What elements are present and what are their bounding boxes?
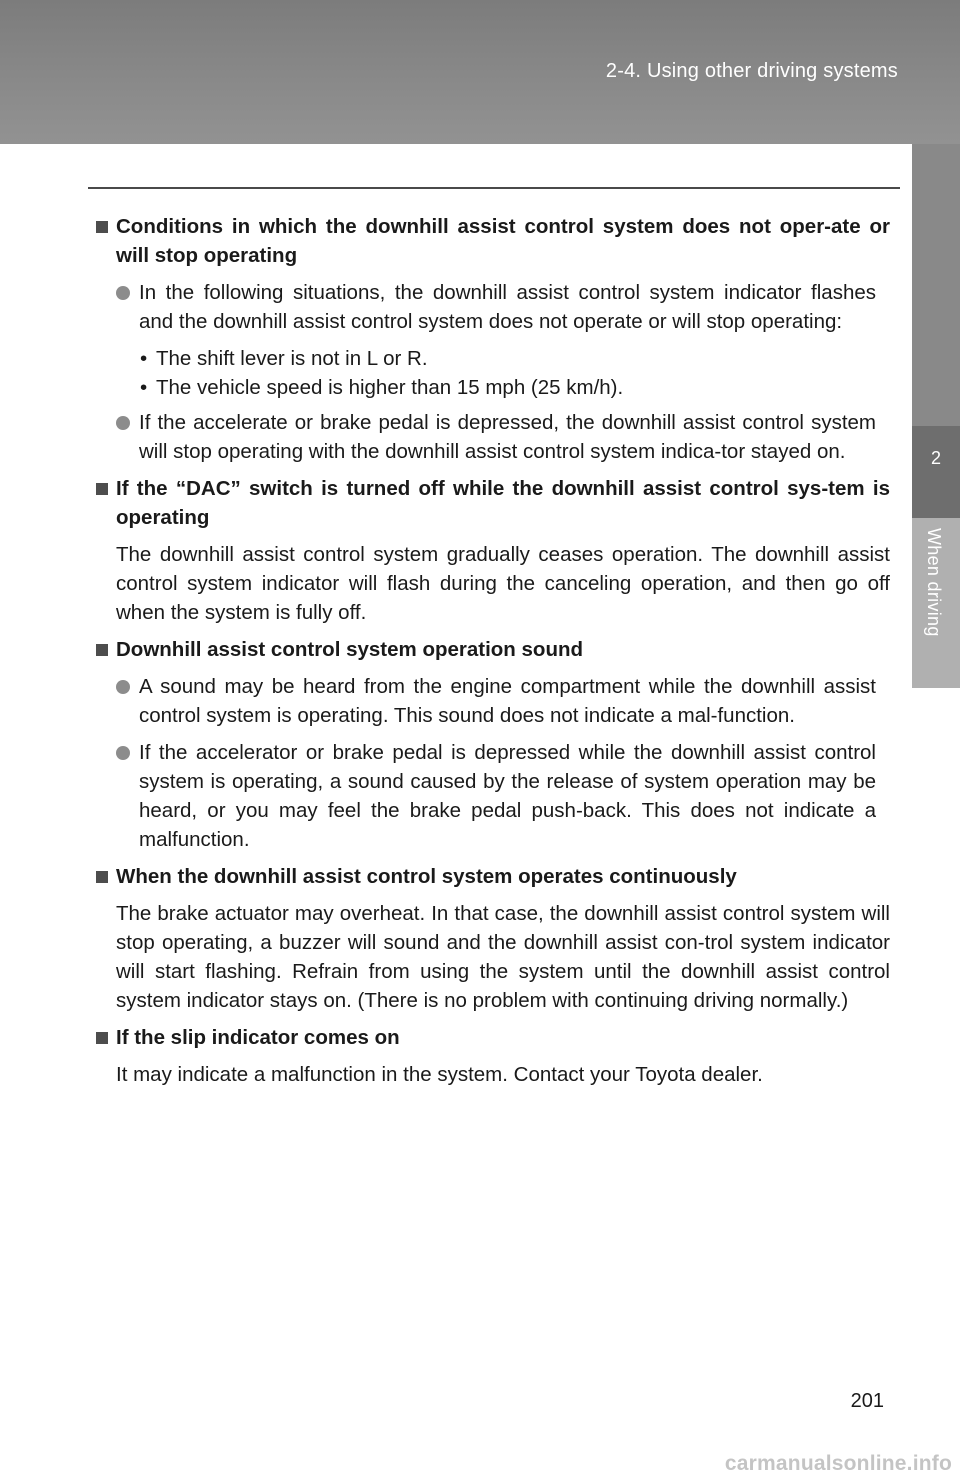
- bullet-item: If the accelerator or brake pedal is depressed while the downhill assist control system is operating, a sound caused by the release of system operation may be heard, or you may feel the brake pedal push-back. This does not indicate a malfunction.: [96, 738, 890, 854]
- circle-bullet-icon: [116, 746, 130, 760]
- square-bullet-icon: [96, 644, 108, 656]
- section-paragraph: The downhill assist control system gradually ceases operation. The downhill assist control system indicator will flash during the canceling operation, and then go off when the system is fully off.: [116, 543, 890, 624]
- sub-item: • The vehicle speed is higher than 15 mph (25 km/h).: [96, 373, 890, 402]
- section-heading: If the “DAC” switch is turned off while the downhill assist control sys-tem is operating: [96, 474, 890, 532]
- middle-dot-icon: •: [140, 376, 148, 399]
- section-conditions: [96, 212, 890, 466]
- bullet-item: In the following situations, the downhill assist control system indicator flashes and the downhill assist control system does not operate or will stop operating:: [96, 278, 890, 336]
- square-bullet-icon: [96, 221, 108, 233]
- watermark: carmanualsonline.info: [724, 1452, 952, 1475]
- page-content: [96, 212, 890, 1097]
- sub-list: [96, 344, 890, 402]
- section-heading: If the slip indicator comes on: [96, 1023, 890, 1052]
- section-title: 2-4. Using other driving systems: [605, 60, 898, 82]
- header-band: [0, 0, 960, 144]
- chapter-label: When driving: [924, 528, 944, 637]
- square-bullet-icon: [96, 1032, 108, 1044]
- top-rule: [88, 187, 900, 189]
- page-number: 201: [850, 1390, 884, 1412]
- section-continuous-operation: [96, 862, 890, 1015]
- circle-bullet-icon: [116, 680, 130, 694]
- section-heading: When the downhill assist control system operates continuously: [96, 862, 890, 891]
- section-paragraph: It may indicate a malfunction in the system. Contact your Toyota dealer.: [116, 1063, 763, 1086]
- bullet-item: If the accelerate or brake pedal is depressed, the downhill assist control system will stop operating with the downhill assist control system indica-tor stayed on.: [96, 408, 890, 466]
- circle-bullet-icon: [116, 286, 130, 300]
- square-bullet-icon: [96, 483, 108, 495]
- section-paragraph: The brake actuator may overheat. In that case, the downhill assist control system will stop operating, a buzzer will sound and the downhill assist con-trol system indicator will start flashing. Refrain from using the system until the downhill assist control system indicator stays on. (There is no problem with continuing driving normally.): [116, 902, 890, 1012]
- circle-bullet-icon: [116, 416, 130, 430]
- chapter-number: 2: [930, 448, 941, 468]
- section-operation-sound: [96, 635, 890, 854]
- sub-item: • The shift lever is not in L or R.: [96, 344, 890, 373]
- side-tab-chapter-marker: [912, 426, 960, 518]
- section-dac-switch-off: [96, 474, 890, 627]
- section-heading: Conditions in which the downhill assist control system does not oper-ate or will stop operating: [96, 212, 890, 270]
- section-heading: Downhill assist control system operation sound: [96, 635, 890, 664]
- square-bullet-icon: [96, 871, 108, 883]
- bullet-item: A sound may be heard from the engine compartment while the downhill assist control system is operating. This sound does not indicate a mal-function.: [96, 672, 890, 730]
- section-slip-indicator: [96, 1023, 890, 1089]
- middle-dot-icon: •: [140, 347, 148, 370]
- side-tab-upper: [912, 144, 960, 426]
